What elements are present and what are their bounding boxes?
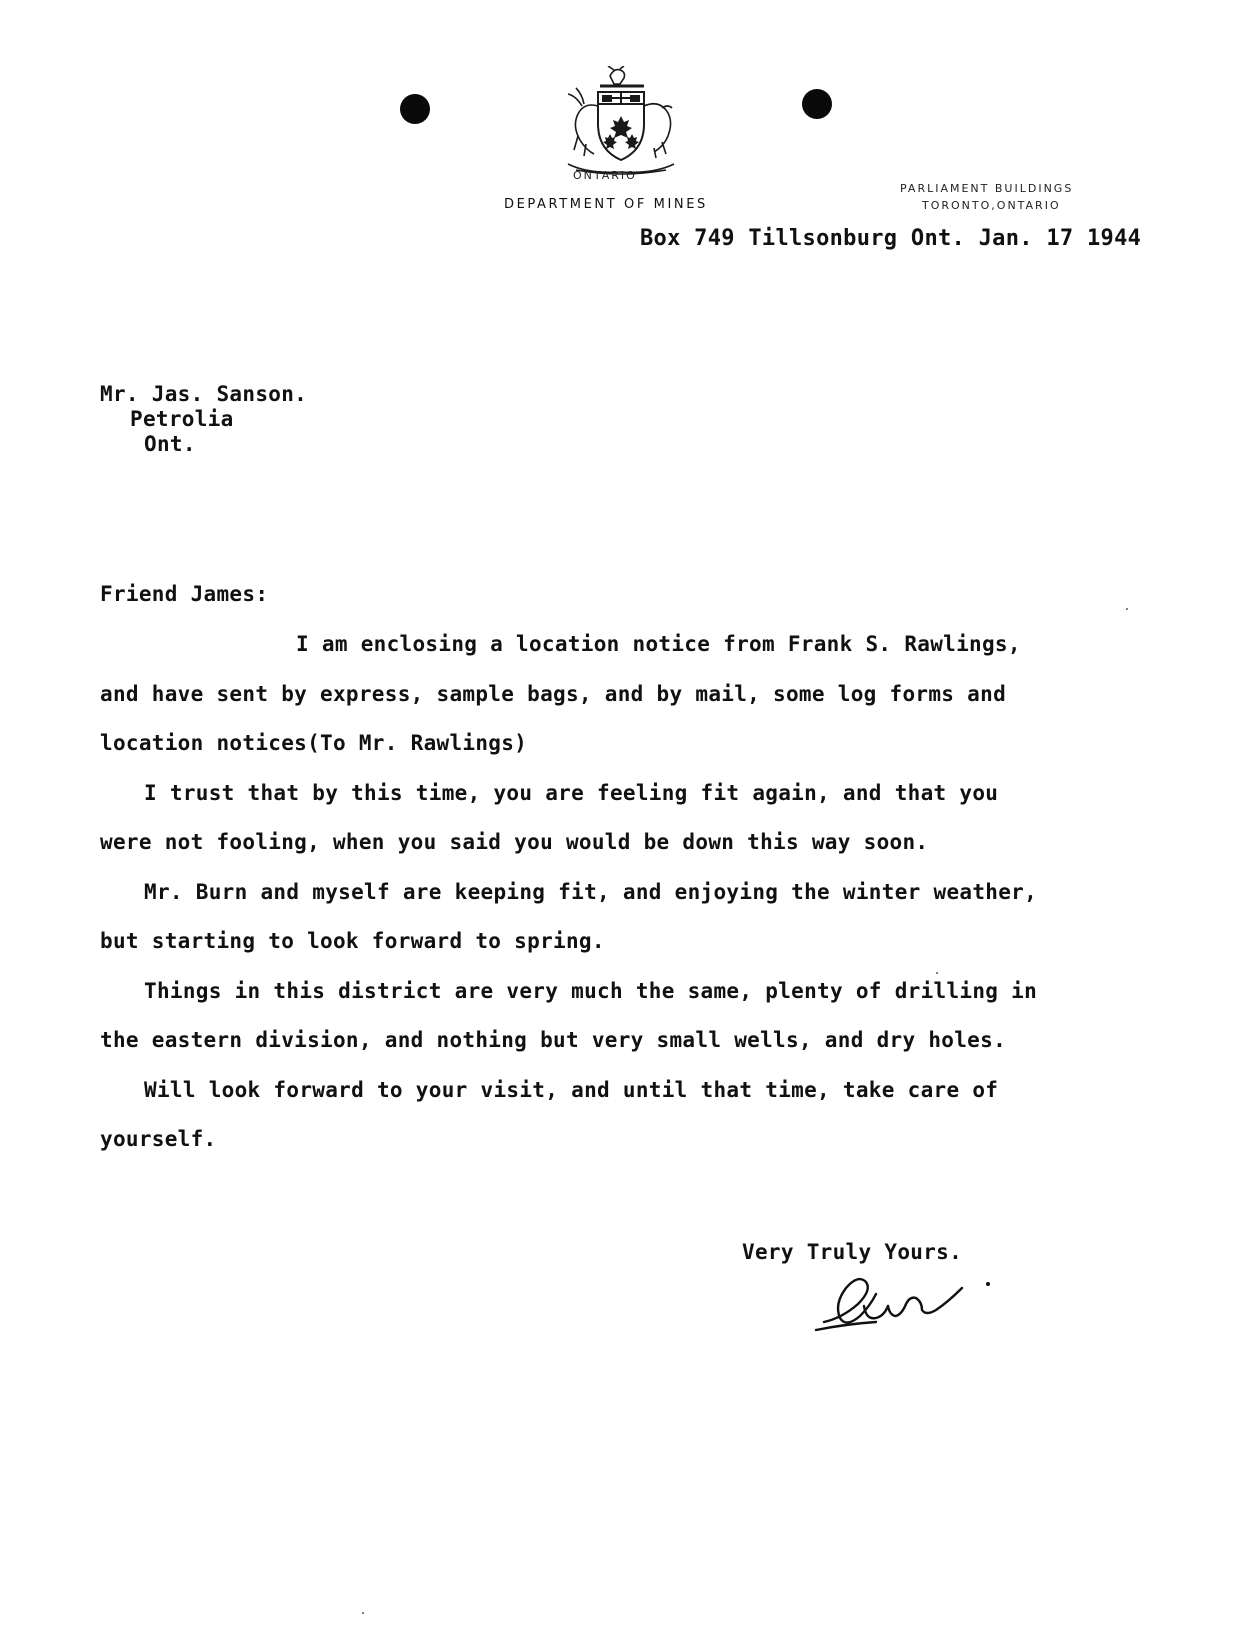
- body-line: Things in this district are very much the same, plenty of drilling in: [144, 979, 1038, 1003]
- punch-hole-right: [802, 89, 832, 119]
- body-line: I am enclosing a location notice from Frank S. Rawlings,: [296, 632, 1021, 656]
- body-line: but starting to look forward to spring.: [100, 929, 605, 953]
- closing: Very Truly Yours.: [742, 1240, 963, 1264]
- paper-speck: [362, 1612, 364, 1614]
- punch-hole-left: [400, 94, 430, 124]
- ontario-crest-icon: [562, 66, 680, 178]
- letterhead-address-line2: TORONTO,ONTARIO: [922, 199, 1061, 212]
- body-line: yourself.: [100, 1127, 217, 1151]
- body-line: and have sent by express, sample bags, and by mail, some log forms and: [100, 682, 1007, 706]
- body-line: Mr. Burn and myself are keeping fit, and enjoying the winter weather,: [144, 880, 1038, 904]
- paper-speck: [936, 972, 938, 974]
- body-line: Will look forward to your visit, and until that time, take care of: [144, 1078, 999, 1102]
- recipient-city: Petrolia: [130, 407, 234, 431]
- body-line: I trust that by this time, you are feeling fit again, and that you: [144, 781, 999, 805]
- body-line: location notices(To Mr. Rawlings): [100, 731, 528, 755]
- salutation: Friend James:: [100, 582, 269, 606]
- paper-speck: [1126, 608, 1128, 610]
- body-line: the eastern division, and nothing but very small wells, and dry holes.: [100, 1028, 1007, 1052]
- handwritten-signature: [812, 1270, 1002, 1340]
- letterhead-address-line1: PARLIAMENT BUILDINGS: [900, 182, 1074, 195]
- letterhead-department: DEPARTMENT OF MINES: [504, 197, 708, 212]
- recipient-name: Mr. Jas. Sanson.: [100, 382, 308, 406]
- dateline: Box 749 Tillsonburg Ont. Jan. 17 1944: [640, 226, 1142, 251]
- recipient-province: Ont.: [144, 432, 196, 456]
- body-line: were not fooling, when you said you would be down this way soon.: [100, 830, 929, 854]
- letterhead-province: ONTARIO: [573, 169, 637, 182]
